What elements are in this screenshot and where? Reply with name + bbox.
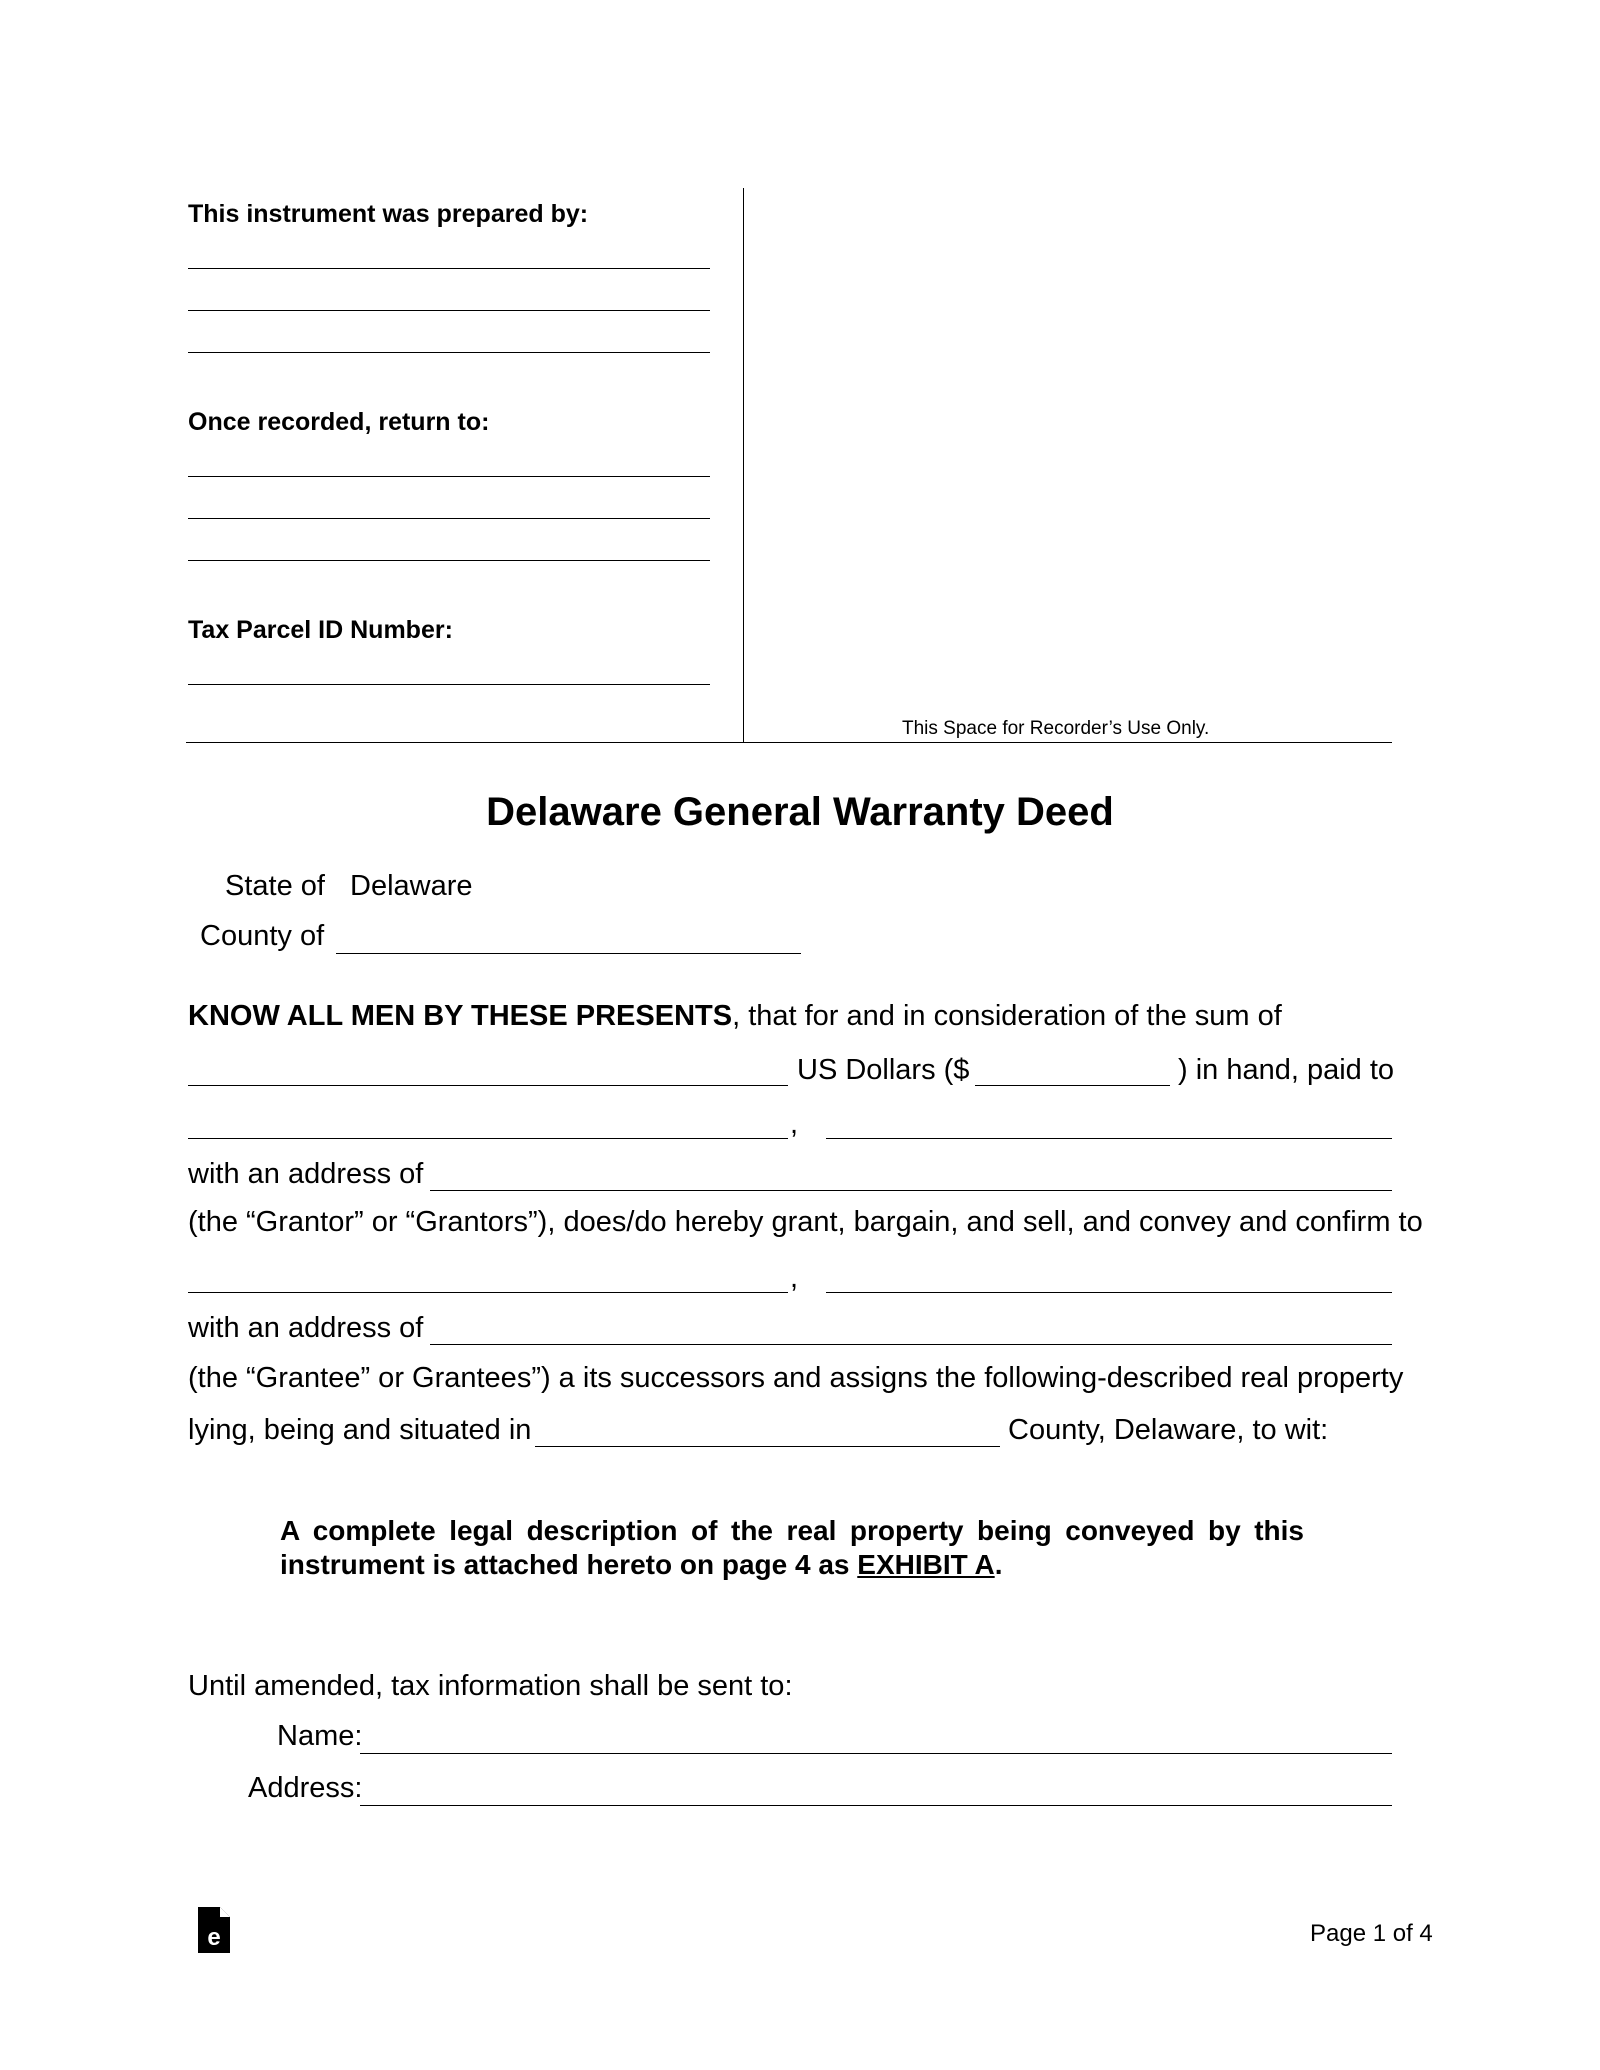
state-value: Delaware (350, 870, 473, 902)
legal-notice-line-1: A complete legal description of the real property being conveyed by this (280, 1515, 1304, 1546)
tax-parcel-label: Tax Parcel ID Number: (188, 616, 453, 644)
grantor-address-label: with an address of (188, 1158, 424, 1190)
sum-number-input[interactable] (975, 1085, 1170, 1086)
situated-label: lying, being and situated in (188, 1414, 532, 1446)
e-document-icon (195, 1905, 233, 1955)
prepared-by-line-2[interactable] (188, 310, 710, 311)
county-label: County of (200, 920, 325, 952)
grantee-comma: , (790, 1262, 799, 1294)
grantor-clause: (the “Grantor” or “Grantors”), does/do hereby grant, bargain, and sell, and convey and confirm to (188, 1206, 1423, 1238)
us-dollars-label: US Dollars ($ (797, 1054, 970, 1086)
grantee-name-input[interactable] (188, 1292, 788, 1293)
legal-notice-prefix: instrument is attached hereto on page 4 as (280, 1549, 858, 1580)
grantor-comma: , (790, 1108, 799, 1140)
situated-county-input[interactable] (535, 1446, 1000, 1447)
grantee-address-input[interactable] (430, 1344, 1392, 1345)
exhibit-a-link[interactable]: EXHIBIT A (857, 1549, 995, 1580)
grantor-name-input-2[interactable] (826, 1138, 1392, 1139)
tax-parcel-line[interactable] (188, 684, 710, 685)
county-suffix: County, Delaware, to wit: (1008, 1414, 1329, 1446)
prepared-by-line-1[interactable] (188, 268, 710, 269)
know-all-rest: , that for and in consideration of the sum of (732, 1000, 1282, 1032)
county-input[interactable] (336, 953, 801, 954)
tax-address-label: Address: (248, 1772, 363, 1804)
tax-name-input[interactable] (360, 1753, 1392, 1754)
legal-notice-line-2 (280, 1548, 1002, 1582)
state-label: State of (225, 870, 325, 902)
prepared-by-label: This instrument was prepared by: (188, 200, 589, 228)
grantee-clause: (the “Grantee” or Grantees”) a its successors and assigns the following-described real property (188, 1362, 1404, 1394)
tax-info-intro: Until amended, tax information shall be sent to: (188, 1670, 793, 1702)
return-to-line-3[interactable] (188, 560, 710, 561)
grantor-name-input[interactable] (188, 1138, 788, 1139)
in-hand-label: ) in hand, paid to (1178, 1054, 1395, 1086)
legal-notice-suffix: . (994, 1549, 1003, 1580)
return-to-line-2[interactable] (188, 518, 710, 519)
document-title: Delaware General Warranty Deed (486, 790, 1114, 834)
grantee-name-input-2[interactable] (826, 1292, 1392, 1293)
header-bottom-rule (186, 742, 1392, 743)
grantor-address-input[interactable] (430, 1190, 1392, 1191)
return-to-label: Once recorded, return to: (188, 408, 490, 436)
recorder-divider (743, 188, 744, 742)
prepared-by-line-3[interactable] (188, 352, 710, 353)
know-all-line (188, 1000, 1282, 1033)
know-all-bold: KNOW ALL MEN BY THESE PRESENTS (188, 1000, 733, 1032)
tax-address-input[interactable] (360, 1805, 1392, 1806)
sum-words-input[interactable] (188, 1085, 788, 1086)
svg-text:e: e (207, 1924, 221, 1951)
tax-name-label: Name: (277, 1720, 363, 1752)
recorder-note: This Space for Recorder’s Use Only. (902, 718, 1210, 739)
return-to-line-1[interactable] (188, 476, 710, 477)
grantee-address-label: with an address of (188, 1312, 424, 1344)
page-number: Page 1 of 4 (1310, 1920, 1433, 1947)
